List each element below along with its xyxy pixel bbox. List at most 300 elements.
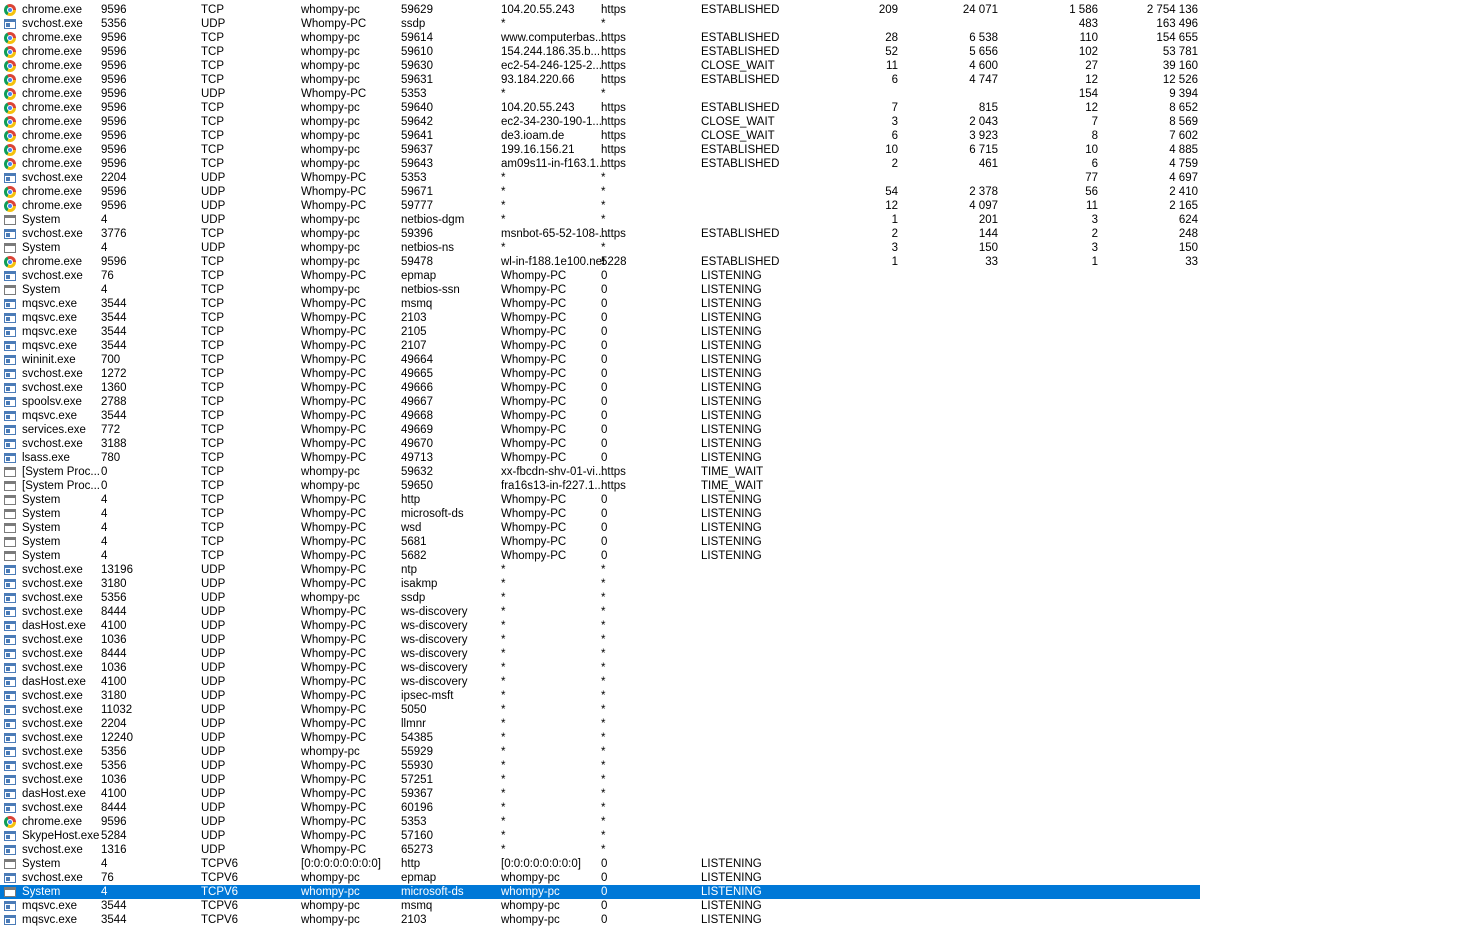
pid-cell: 9596 — [101, 116, 127, 128]
rcvd-packets-cell — [1000, 339, 1098, 353]
rcvd-bytes-cell: 9 394 — [1169, 88, 1198, 100]
app-icon — [4, 229, 16, 239]
protocol-cell: UDP — [201, 816, 226, 828]
rcvd-bytes-cell — [1100, 801, 1198, 815]
rcvd-packets-cell — [1000, 409, 1098, 423]
protocol-cell: UDP — [201, 732, 226, 744]
process-icon-cell — [4, 535, 18, 549]
remote-address-cell: Whompy-PC — [501, 326, 567, 338]
table-row[interactable] — [0, 479, 1200, 493]
rcvd-packets-cell — [1000, 521, 1098, 535]
rcvd-bytes-cell — [1100, 507, 1198, 521]
sent-packets-cell — [800, 577, 898, 591]
local-port-cell: 59632 — [401, 466, 433, 478]
table-row[interactable] — [0, 731, 1200, 745]
table-row[interactable] — [0, 17, 1200, 31]
remote-address-cell: whompy-pc — [501, 900, 560, 912]
sent-bytes-cell: 815 — [978, 102, 998, 114]
protocol-cell: TCPV6 — [201, 872, 239, 884]
process-name: System — [22, 242, 61, 254]
protocol-cell: TCP — [201, 410, 224, 422]
process-icon-cell — [4, 381, 18, 395]
pid-cell: 5356 — [101, 18, 127, 30]
table-row[interactable] — [0, 311, 1200, 325]
state-cell — [701, 633, 797, 647]
sent-packets-cell — [800, 549, 898, 563]
table-row[interactable] — [0, 913, 1200, 927]
table-row[interactable] — [0, 689, 1200, 703]
local-port-cell: 49713 — [401, 452, 433, 464]
state-cell — [701, 745, 797, 759]
local-address-cell: whompy-pc — [301, 480, 360, 492]
sent-packets-cell — [800, 899, 898, 913]
state-cell — [701, 787, 797, 801]
local-address-cell: Whompy-PC — [301, 270, 367, 282]
pid-cell: 3544 — [101, 914, 127, 926]
app-icon — [4, 691, 16, 701]
table-row[interactable] — [0, 885, 1200, 899]
app-icon — [4, 425, 16, 435]
process-name: chrome.exe — [22, 256, 83, 268]
remote-port-cell: 0 — [601, 340, 608, 352]
sent-bytes-cell — [900, 297, 998, 311]
state-cell: LISTENING — [701, 354, 762, 366]
local-port-cell: 59610 — [401, 46, 433, 58]
rcvd-bytes-cell: 8 652 — [1169, 102, 1198, 114]
protocol-cell: TCP — [201, 480, 224, 492]
table-row[interactable] — [0, 493, 1200, 507]
rcvd-bytes-cell — [1100, 283, 1198, 297]
local-port-cell: 49666 — [401, 382, 433, 394]
rcvd-packets-cell — [1000, 479, 1098, 493]
pid-cell: 76 — [101, 872, 114, 884]
table-row[interactable] — [0, 745, 1200, 759]
remote-port-cell: https — [601, 228, 626, 240]
protocol-cell: UDP — [201, 704, 226, 716]
table-row[interactable] — [0, 507, 1200, 521]
process-name: svchost.exe — [22, 732, 83, 744]
process-icon-cell — [4, 703, 18, 717]
sent-packets-cell: 10 — [885, 144, 898, 156]
process-name: chrome.exe — [22, 200, 83, 212]
sent-packets-cell — [800, 717, 898, 731]
state-cell: LISTENING — [701, 424, 762, 436]
pid-cell: 1360 — [101, 382, 127, 394]
sent-bytes-cell: 201 — [978, 214, 998, 226]
remote-address-cell: Whompy-PC — [501, 550, 567, 562]
table-row[interactable] — [0, 185, 1200, 199]
process-name: [System Proc... — [22, 480, 100, 492]
remote-address-cell: * — [501, 200, 506, 212]
table-row[interactable] — [0, 437, 1200, 451]
table-row[interactable] — [0, 423, 1200, 437]
table-row[interactable] — [0, 899, 1200, 913]
process-icon-cell — [4, 885, 18, 899]
sent-bytes-cell — [900, 465, 998, 479]
rcvd-packets-cell — [1000, 703, 1098, 717]
sent-bytes-cell: 150 — [978, 242, 998, 254]
local-address-cell: whompy-pc — [301, 130, 360, 142]
rcvd-bytes-cell — [1100, 381, 1198, 395]
state-cell: LISTENING — [701, 410, 762, 422]
table-row[interactable] — [0, 101, 1200, 115]
table-row[interactable] — [0, 563, 1200, 577]
table-row[interactable] — [0, 45, 1200, 59]
process-icon-cell — [4, 913, 18, 927]
protocol-cell: TCP — [201, 312, 224, 324]
state-cell — [701, 843, 797, 857]
table-row[interactable] — [0, 73, 1200, 87]
table-row[interactable] — [0, 759, 1200, 773]
process-icon-cell — [4, 507, 18, 521]
sent-packets-cell — [800, 871, 898, 885]
process-icon-cell — [4, 311, 18, 325]
state-cell: ESTABLISHED — [701, 102, 780, 114]
sent-bytes-cell — [900, 339, 998, 353]
sent-packets-cell: 11 — [886, 60, 898, 72]
sent-packets-cell — [800, 913, 898, 927]
rcvd-bytes-cell — [1100, 339, 1198, 353]
process-icon-cell — [4, 899, 18, 913]
local-port-cell: ntp — [401, 564, 417, 576]
process-name: svchost.exe — [22, 606, 83, 618]
rcvd-packets-cell — [1000, 857, 1098, 871]
table-row[interactable] — [0, 647, 1200, 661]
rcvd-bytes-cell: 4 885 — [1169, 144, 1198, 156]
rcvd-packets-cell — [1000, 563, 1098, 577]
sent-packets-cell: 1 — [891, 256, 898, 268]
local-port-cell: 54385 — [401, 732, 433, 744]
local-port-cell: 2103 — [401, 914, 427, 926]
table-row[interactable] — [0, 521, 1200, 535]
remote-port-cell: * — [601, 172, 606, 184]
process-name: mqsvc.exe — [22, 340, 77, 352]
rcvd-packets-cell — [1000, 549, 1098, 563]
local-port-cell: 59640 — [401, 102, 433, 114]
process-icon-cell — [4, 59, 18, 73]
sent-packets-cell — [800, 563, 898, 577]
rcvd-packets-cell — [1000, 493, 1098, 507]
remote-address-cell: 154.244.186.35.b... — [501, 46, 601, 58]
table-row[interactable] — [0, 829, 1200, 843]
state-cell: ESTABLISHED — [701, 32, 780, 44]
pid-cell: 4 — [101, 214, 108, 226]
table-row[interactable] — [0, 255, 1200, 269]
table-row[interactable] — [0, 143, 1200, 157]
process-name: svchost.exe — [22, 760, 83, 772]
chrome-icon — [4, 46, 16, 58]
table-row[interactable] — [0, 577, 1200, 591]
local-address-cell: whompy-pc — [301, 872, 360, 884]
table-row[interactable] — [0, 843, 1200, 857]
sent-bytes-cell — [900, 479, 998, 493]
rcvd-bytes-cell: 2 754 136 — [1146, 4, 1198, 16]
chrome-icon — [4, 88, 16, 100]
local-address-cell: Whompy-PC — [301, 396, 367, 408]
remote-port-cell: * — [601, 620, 606, 632]
table-row[interactable] — [0, 59, 1200, 73]
protocol-cell: TCP — [201, 550, 224, 562]
remote-address-cell: 104.20.55.243 — [501, 4, 575, 16]
pid-cell: 1036 — [101, 634, 127, 646]
table-row[interactable] — [0, 549, 1200, 563]
rcvd-packets-cell — [1000, 731, 1098, 745]
table-row[interactable] — [0, 871, 1200, 885]
pid-cell: 9596 — [101, 46, 127, 58]
pid-cell: 5356 — [101, 746, 127, 758]
table-row[interactable] — [0, 241, 1200, 255]
table-row[interactable] — [0, 171, 1200, 185]
table-row[interactable] — [0, 31, 1200, 45]
table-row[interactable] — [0, 87, 1200, 101]
chrome-icon — [4, 816, 16, 828]
app-icon — [4, 621, 16, 631]
local-address-cell: Whompy-PC — [301, 732, 367, 744]
table-row[interactable] — [0, 213, 1200, 227]
table-row[interactable] — [0, 535, 1200, 549]
pid-cell: 1272 — [101, 368, 127, 380]
table-row[interactable] — [0, 227, 1200, 241]
local-port-cell: http — [401, 494, 421, 506]
table-row[interactable] — [0, 465, 1200, 479]
state-cell: ESTABLISHED — [701, 74, 780, 86]
remote-address-cell: * — [501, 172, 506, 184]
sent-packets-cell — [800, 507, 898, 521]
rcvd-bytes-cell — [1100, 493, 1198, 507]
local-port-cell: microsoft-ds — [401, 886, 464, 898]
table-row[interactable] — [0, 297, 1200, 311]
state-cell: ESTABLISHED — [701, 158, 780, 170]
table-row[interactable] — [0, 717, 1200, 731]
local-address-cell: Whompy-PC — [301, 774, 367, 786]
rcvd-bytes-cell — [1100, 661, 1198, 675]
local-address-cell: whompy-pc — [301, 242, 360, 254]
local-port-cell: ws-discovery — [401, 662, 468, 674]
rcvd-bytes-cell: 154 655 — [1156, 32, 1198, 44]
pid-cell: 9596 — [101, 102, 127, 114]
process-icon-cell — [4, 479, 18, 493]
sent-packets-cell — [800, 451, 898, 465]
rcvd-bytes-cell — [1100, 269, 1198, 283]
local-address-cell: Whompy-PC — [301, 88, 367, 100]
sent-bytes-cell: 2 043 — [969, 116, 998, 128]
state-cell: LISTENING — [701, 312, 762, 324]
table-row[interactable] — [0, 395, 1200, 409]
sent-bytes-cell — [900, 605, 998, 619]
sent-bytes-cell — [900, 521, 998, 535]
remote-port-cell: * — [601, 242, 606, 254]
table-row[interactable] — [0, 283, 1200, 297]
remote-address-cell: * — [501, 662, 506, 674]
local-port-cell: 59642 — [401, 116, 433, 128]
table-row[interactable] — [0, 591, 1200, 605]
app-icon — [4, 663, 16, 673]
local-address-cell: Whompy-PC — [301, 410, 367, 422]
local-address-cell: Whompy-PC — [301, 844, 367, 856]
sent-bytes-cell — [900, 745, 998, 759]
table-row[interactable] — [0, 353, 1200, 367]
local-address-cell: Whompy-PC — [301, 424, 367, 436]
local-port-cell: netbios-ssn — [401, 284, 460, 296]
table-row[interactable] — [0, 815, 1200, 829]
remote-address-cell: * — [501, 774, 506, 786]
app-icon — [4, 607, 16, 617]
local-address-cell: Whompy-PC — [301, 186, 367, 198]
local-port-cell: ws-discovery — [401, 676, 468, 688]
system-icon — [4, 523, 16, 533]
state-cell: LISTENING — [701, 522, 762, 534]
sent-bytes-cell — [900, 507, 998, 521]
sent-packets-cell — [800, 409, 898, 423]
process-icon-cell — [4, 185, 18, 199]
protocol-cell: TCP — [201, 270, 224, 282]
rcvd-packets-cell: 10 — [1085, 144, 1098, 156]
local-address-cell: whompy-pc — [301, 74, 360, 86]
process-name: wininit.exe — [22, 354, 76, 366]
table-row[interactable] — [0, 633, 1200, 647]
remote-port-cell: https — [601, 102, 626, 114]
rcvd-bytes-cell: 163 496 — [1156, 18, 1198, 30]
rcvd-packets-cell — [1000, 451, 1098, 465]
remote-port-cell: * — [601, 676, 606, 688]
table-row[interactable] — [0, 115, 1200, 129]
protocol-cell: TCPV6 — [201, 886, 239, 898]
process-icon-cell — [4, 213, 18, 227]
table-row[interactable] — [0, 801, 1200, 815]
remote-port-cell: 5228 — [601, 256, 627, 268]
state-cell — [701, 199, 797, 213]
remote-address-cell: Whompy-PC — [501, 452, 567, 464]
remote-port-cell: 0 — [601, 368, 608, 380]
local-port-cell: 5353 — [401, 816, 427, 828]
rcvd-packets-cell: 6 — [1091, 158, 1098, 170]
protocol-cell: TCP — [201, 438, 224, 450]
rcvd-packets-cell — [1000, 647, 1098, 661]
protocol-cell: TCP — [201, 536, 224, 548]
rcvd-packets-cell — [1000, 773, 1098, 787]
remote-port-cell: 0 — [601, 312, 608, 324]
table-row[interactable] — [0, 199, 1200, 213]
process-name: svchost.exe — [22, 592, 83, 604]
process-name: svchost.exe — [22, 690, 83, 702]
state-cell: TIME_WAIT — [701, 480, 764, 492]
table-row[interactable] — [0, 703, 1200, 717]
process-name: svchost.exe — [22, 228, 83, 240]
table-row[interactable] — [0, 325, 1200, 339]
rcvd-bytes-cell: 53 781 — [1162, 46, 1198, 58]
rcvd-bytes-cell — [1100, 647, 1198, 661]
remote-address-cell: Whompy-PC — [501, 522, 567, 534]
rcvd-bytes-cell — [1100, 479, 1198, 493]
remote-port-cell: 0 — [601, 270, 608, 282]
state-cell: ESTABLISHED — [701, 144, 780, 156]
table-row[interactable] — [0, 787, 1200, 801]
table-row[interactable] — [0, 661, 1200, 675]
table-row[interactable] — [0, 409, 1200, 423]
state-cell: ESTABLISHED — [701, 228, 780, 240]
rcvd-packets-cell — [1000, 675, 1098, 689]
remote-address-cell: Whompy-PC — [501, 340, 567, 352]
table-row[interactable] — [0, 619, 1200, 633]
process-icon-cell — [4, 745, 18, 759]
process-name: System — [22, 858, 61, 870]
local-address-cell: whompy-pc — [301, 466, 360, 478]
remote-address-cell: * — [501, 606, 506, 618]
remote-port-cell: * — [601, 760, 606, 772]
table-row[interactable] — [0, 339, 1200, 353]
pid-cell: 3544 — [101, 326, 127, 338]
rcvd-packets-cell — [1000, 465, 1098, 479]
remote-address-cell: 199.16.156.21 — [501, 144, 575, 156]
table-row[interactable] — [0, 857, 1200, 871]
chrome-icon — [4, 116, 16, 128]
remote-port-cell: * — [601, 578, 606, 590]
table-row[interactable] — [0, 605, 1200, 619]
protocol-cell: UDP — [201, 564, 226, 576]
table-row[interactable] — [0, 773, 1200, 787]
table-row[interactable] — [0, 269, 1200, 283]
process-icon-cell — [4, 773, 18, 787]
table-row[interactable] — [0, 157, 1200, 171]
rcvd-bytes-cell — [1100, 703, 1198, 717]
process-name: svchost.exe — [22, 802, 83, 814]
remote-address-cell: msnbot-65-52-108-... — [501, 228, 609, 240]
process-icon-cell — [4, 563, 18, 577]
rcvd-packets-cell — [1000, 843, 1098, 857]
state-cell — [701, 759, 797, 773]
table-row[interactable] — [0, 367, 1200, 381]
sent-packets-cell — [800, 535, 898, 549]
table-row[interactable] — [0, 451, 1200, 465]
local-port-cell: ipsec-msft — [401, 690, 454, 702]
rcvd-bytes-cell — [1100, 717, 1198, 731]
table-row[interactable] — [0, 381, 1200, 395]
chrome-icon — [4, 200, 16, 212]
sent-bytes-cell — [900, 815, 998, 829]
protocol-cell: UDP — [201, 214, 226, 226]
rcvd-packets-cell — [1000, 815, 1098, 829]
app-icon — [4, 747, 16, 757]
sent-bytes-cell — [900, 17, 998, 31]
sent-packets-cell: 54 — [885, 186, 898, 198]
process-icon-cell — [4, 171, 18, 185]
rcvd-packets-cell — [1000, 269, 1098, 283]
local-port-cell: netbios-dgm — [401, 214, 465, 226]
local-address-cell: Whompy-PC — [301, 508, 367, 520]
remote-address-cell: Whompy-PC — [501, 382, 567, 394]
process-name: svchost.exe — [22, 172, 83, 184]
local-address-cell: whompy-pc — [301, 900, 360, 912]
state-cell — [701, 773, 797, 787]
rcvd-packets-cell — [1000, 423, 1098, 437]
local-port-cell: 49670 — [401, 438, 433, 450]
protocol-cell: UDP — [201, 606, 226, 618]
protocol-cell: TCP — [201, 424, 224, 436]
state-cell — [701, 577, 797, 591]
local-port-cell: 57160 — [401, 830, 433, 842]
table-row[interactable] — [0, 675, 1200, 689]
pid-cell: 9596 — [101, 4, 127, 16]
sent-packets-cell — [800, 773, 898, 787]
local-address-cell: Whompy-PC — [301, 382, 367, 394]
table-row[interactable] — [0, 129, 1200, 143]
remote-port-cell: * — [601, 18, 606, 30]
sent-bytes-cell — [900, 857, 998, 871]
rcvd-packets-cell — [1000, 759, 1098, 773]
app-icon — [4, 579, 16, 589]
remote-address-cell: Whompy-PC — [501, 270, 567, 282]
table-row[interactable] — [0, 3, 1200, 17]
